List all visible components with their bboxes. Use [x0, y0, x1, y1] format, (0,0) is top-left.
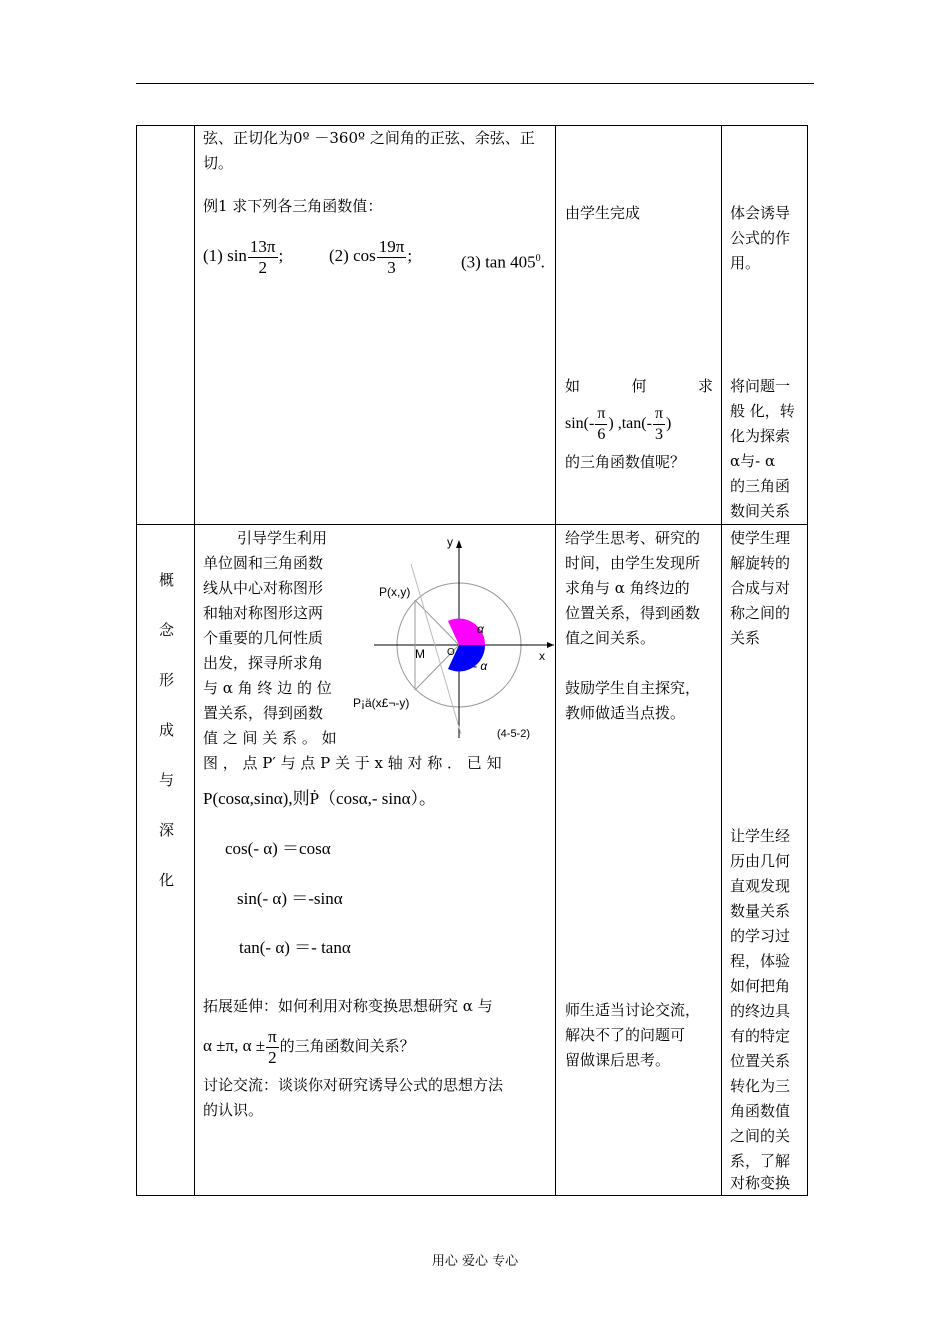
row2-col4-bottom-15: 对称变换: [730, 1174, 791, 1192]
intro-line-5: 个重要的几何性质: [203, 629, 324, 647]
unit-circle-figure: [349, 534, 554, 749]
section-title-char-3: 形: [159, 671, 175, 689]
row2-col4-bottom-8: 的终边具: [730, 1002, 791, 1020]
row2-col4-bottom-2: 历由几何: [730, 852, 791, 870]
q-tan-fraction: [653, 404, 665, 445]
row1-col4-top-3: 用。: [730, 254, 761, 272]
discuss-line-1: 讨论交流：谈谈你对研究诱导公式的思想方法: [203, 1076, 504, 1094]
row-divider: [137, 524, 807, 525]
example-1: [203, 236, 283, 278]
row2-col4-bottom-11: 转化为三: [730, 1077, 791, 1095]
extend-prefix: α ±π, α ±: [203, 1036, 266, 1055]
label-y: y: [447, 535, 453, 549]
row2-col4-bottom-12: 角函数值: [730, 1102, 791, 1120]
extend-fraction: [266, 1027, 279, 1068]
y-axis-arrow: [456, 540, 462, 548]
row2-col4-top-1: 使学生理: [730, 529, 791, 547]
col-divider-3: [721, 126, 722, 1195]
discuss-line-2: 的认识。: [203, 1101, 264, 1119]
row2-col3-top-2: 时间，由学生发现所: [565, 554, 701, 572]
row2-col4-top-5: 关系: [730, 629, 761, 647]
row1-col4-bottom-6: 数间关系: [730, 502, 791, 520]
q-end: ): [666, 415, 672, 433]
example-2: [329, 236, 412, 278]
q-sin-fraction: [595, 404, 607, 445]
x-axis-arrow: [547, 642, 554, 648]
row2-col4-top-3: 合成与对: [730, 579, 791, 597]
extend-num: π: [268, 1026, 277, 1046]
row1-col4-bottom-3: 化为探索: [730, 427, 791, 445]
page-footer: 用心 爱心 专心: [431, 1254, 519, 1269]
q-sin-prefix: sin(-: [565, 415, 595, 433]
q-sin-num: π: [595, 404, 607, 425]
row1-col4-bottom-2: 般 化，转: [730, 402, 795, 420]
row2-col3-bottom-3: 留做课后思考。: [565, 1051, 671, 1069]
label-x: x: [539, 649, 545, 663]
formula-tan: tan(- α) ＝- tanα: [239, 938, 351, 957]
row2-col4-bottom-4: 数量关系: [730, 902, 791, 920]
ex1-num: 13π: [249, 236, 276, 256]
ex2-num: 19π: [378, 236, 405, 256]
q-word-3: 求: [697, 377, 713, 395]
row2-col4-bottom-14: 系，了解: [730, 1152, 791, 1170]
row1-col3-question-line1: [565, 374, 713, 399]
row2-col4-bottom-13: 之间的关: [730, 1127, 791, 1145]
header-rule: [136, 83, 814, 84]
row2-col4-bottom-1: 让学生经: [730, 827, 791, 845]
ex3-end: .: [540, 252, 545, 272]
ex2-fraction: [377, 237, 407, 278]
q-tan-den: 3: [654, 426, 663, 443]
intro-line-10: 图 ， 点 P′ 与 点 P 关 于 x 轴 对 称 ． 已 知: [203, 754, 502, 772]
row1-col4-top-1: 体会诱导: [730, 204, 791, 222]
section-title-char-5: 与: [159, 771, 175, 789]
ex1-den: 2: [258, 257, 267, 277]
row2-col4-bottom-7: 如何把角: [730, 977, 791, 995]
col-divider-1: [194, 126, 195, 1195]
label-o: O: [447, 647, 455, 658]
extend-den: 2: [268, 1047, 277, 1067]
intro-line-6: 出发，探寻所求角: [203, 654, 324, 672]
row2-col4-bottom-6: 程，体验: [730, 952, 791, 970]
row1-col3-top: 由学生完成: [565, 204, 641, 222]
intro-line-3: 线从中心对称图形: [203, 579, 324, 597]
intro-line-9: 值 之 间 关 系 。 如: [203, 729, 337, 747]
row2-col4-bottom-3: 直观发现: [730, 877, 791, 895]
ex2-den: 3: [387, 257, 396, 277]
label-m: M: [415, 647, 425, 661]
row2-col3-mid-2: 教师做适当点拨。: [565, 704, 686, 722]
ex1-fraction: [248, 237, 278, 278]
figure-caption: (4-5-2): [497, 728, 531, 740]
row2-col3-bottom-2: 解决不了的问题可: [565, 1026, 686, 1044]
extend-line-2: [203, 1026, 415, 1068]
row2-col3-mid-1: 鼓励学生自主探究，: [565, 679, 701, 697]
extend-line-1: 拓展延伸：如何利用对称变换思想研究 α 与: [203, 997, 493, 1015]
label-p: P(x,y): [379, 585, 411, 599]
ex1-suffix: ;: [278, 246, 284, 265]
section-title-char-6: 深: [159, 821, 175, 839]
row2-col3-top-5: 值之间关系。: [565, 629, 656, 647]
ex2-prefix: (2) cos: [329, 246, 376, 265]
section-title-char-1: 概: [159, 571, 175, 589]
q-mid: ) ,tan(-: [608, 415, 652, 433]
ex3-sup: 0: [535, 253, 541, 264]
example-title: 例1 求下列各三角函数值：: [203, 197, 383, 215]
col-divider-2: [555, 126, 556, 1195]
extend-suffix: 的三角函数间关系？: [279, 1037, 415, 1055]
row1-col4-bottom-4: α与- α: [730, 452, 776, 470]
label-neg-alpha: - α: [473, 659, 488, 673]
formula-cos: cos(- α) ＝cosα: [225, 839, 331, 858]
row2-col3-top-4: 位置关系，得到函数: [565, 604, 701, 622]
row2-col3-bottom-1: 师生适当讨论交流，: [565, 1001, 701, 1019]
lesson-table: [136, 125, 808, 1196]
section-title-char-4: 成: [159, 721, 175, 739]
intro-line-8: 置关系，得到函数: [203, 704, 324, 722]
row2-col3-top-3: 求角与 α 角终边的: [565, 579, 690, 597]
row1-col4-bottom-5: 的三角函: [730, 477, 791, 495]
point-coordinates: P(cosα,sinα),则Ṗ（cosα,- sinα）。: [203, 789, 437, 808]
intro-line-1: 引导学生利用: [237, 529, 328, 547]
example-3: [461, 246, 545, 275]
q-sin-den: 6: [597, 426, 606, 443]
q-tan-num: π: [653, 404, 665, 425]
row1-col3-question-math: [565, 404, 671, 445]
row1-col3-question-last: 的三角函数值呢？: [565, 453, 686, 471]
row2-col3-top-1: 给学生思考、研究的: [565, 529, 701, 547]
row2-col4-bottom-9: 有的特定: [730, 1027, 791, 1045]
ex2-suffix: ;: [407, 246, 413, 265]
section-title-char-2: 念: [159, 621, 175, 639]
ex3-text: (3) tan 405: [461, 252, 536, 272]
ex1-prefix: (1) sin: [203, 246, 247, 265]
row1-text-line2: 切。: [203, 154, 234, 172]
row2-col4-bottom-5: 的学习过: [730, 927, 791, 945]
q-word-1: 如: [565, 377, 581, 395]
q-word-2: 何: [631, 377, 647, 395]
row1-text-line1: 弦、正切化为0º －360º 之间角的正弦、余弦、正: [203, 129, 535, 147]
row2-col4-top-2: 解旋转的: [730, 554, 791, 572]
section-title-char-7: 化: [159, 871, 175, 889]
label-alpha: α: [477, 622, 484, 636]
intro-line-7: 与 α 角 终 边 的 位: [203, 679, 332, 697]
row2-col4-top-4: 称之间的: [730, 604, 791, 622]
row1-col4-top-2: 公式的作: [730, 229, 791, 247]
row2-col4-bottom-10: 位置关系: [730, 1052, 791, 1070]
intro-line-2: 单位圆和三角函数: [203, 554, 324, 572]
row1-col4-bottom-1: 将问题一: [730, 377, 791, 395]
formula-sin: sin(- α) ＝-sinα: [237, 889, 343, 908]
intro-line-4: 和轴对称图形这两: [203, 604, 324, 622]
label-p-prime: P¡ä(x£¬-y): [353, 696, 410, 710]
